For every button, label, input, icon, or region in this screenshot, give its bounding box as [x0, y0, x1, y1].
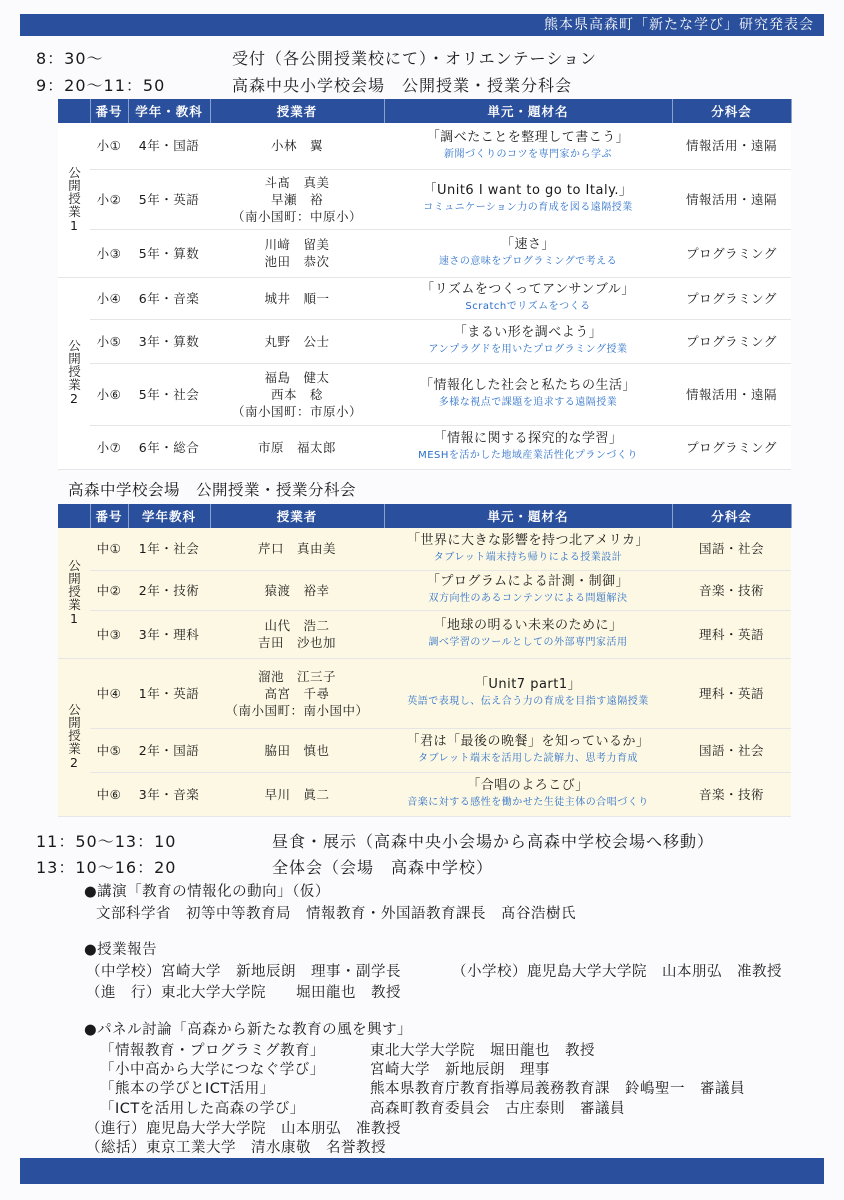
- header-unit: 単元・題材名: [384, 504, 672, 528]
- table-header-row: [58, 504, 791, 528]
- teacher-name: 芹口 真由美: [257, 541, 336, 557]
- cell-section: 理科・英語: [672, 658, 791, 728]
- unit-subtitle: 多様な視点で課題を追求する遠隔授業: [438, 397, 618, 408]
- teacher-name: 脇田 慎也: [264, 742, 330, 758]
- schedule-row: [36, 73, 573, 96]
- cell-teacher: [210, 123, 384, 169]
- cell-unit: [384, 229, 672, 277]
- unit-title: 「プログラムによる計測・制御」: [426, 574, 630, 589]
- unit-subtitle: MESHを活かした地域産業活性化プランづくり: [418, 450, 638, 461]
- cell-section: 情報活用・遠隔: [672, 363, 791, 425]
- teacher-name: 西本 稔: [270, 386, 323, 402]
- header-banner: 熊本県高森町「新たな学び」研究発表会: [20, 14, 824, 36]
- panel-person: 宮崎大学 新地辰朗 理事: [370, 1062, 550, 1078]
- report-heading: ●授業報告: [84, 942, 158, 958]
- schedule-time: 9：20～11：50: [36, 76, 166, 95]
- unit-subtitle: 新聞づくりのコツを専門家から学ぶ: [444, 148, 612, 160]
- cell-number: 中⑥: [90, 772, 128, 816]
- teacher-name: 城井 順一: [264, 290, 330, 306]
- panel-person: 高森町教育委員会 古庄泰則 審議員: [370, 1101, 625, 1117]
- header-number: 番号: [90, 504, 128, 528]
- panel-topic: 「ICTを活用した高森の学び」: [100, 1101, 305, 1117]
- teacher-name: 早川 眞二: [264, 786, 330, 802]
- unit-subtitle: タブレット端末を活用した読解力、思考力育成: [418, 753, 638, 764]
- teacher-name: 吉田 沙也加: [257, 635, 336, 650]
- cell-teacher: [210, 570, 384, 610]
- cell-grade: 6年・音楽: [128, 277, 210, 319]
- cell-number: 小②: [90, 169, 128, 229]
- report-line: （小学校）鹿児島大学大学院 山本朋弘 准教授: [452, 964, 782, 980]
- teacher-name: 高宮 千尋: [264, 685, 330, 701]
- cell-teacher: [210, 229, 384, 277]
- cell-section: 情報活用・遠隔: [672, 123, 791, 169]
- elementary-table: [58, 99, 792, 470]
- cell-number: 小③: [90, 229, 128, 277]
- cell-section: 情報活用・遠隔: [672, 169, 791, 229]
- panel-heading: ●パネル討論「高森から新たな教育の風を興す」: [84, 1022, 413, 1038]
- table-row: [58, 425, 791, 469]
- panel-topic: 「小中高から大学につなぐ学び」: [100, 1062, 325, 1078]
- header-unit: 単元・題材名: [384, 99, 672, 123]
- cell-number: 中②: [90, 570, 128, 610]
- schedule-row: [36, 829, 715, 852]
- header-grade: 学年教科: [128, 504, 210, 528]
- unit-subtitle: 速さの意味をプログラミングで考える: [438, 256, 618, 267]
- table-row: [58, 772, 791, 816]
- cell-grade: 3年・算数: [128, 319, 210, 363]
- cell-unit: [384, 658, 672, 728]
- unit-title: 「地球の明るい未来のために」: [433, 618, 623, 633]
- table-row: [58, 363, 791, 425]
- cell-teacher: [210, 277, 384, 319]
- lecture-heading: ●講演「教育の情報化の動向」（仮）: [84, 884, 330, 900]
- middle-table: [58, 504, 792, 817]
- teacher-name: 斗髙 真美: [264, 174, 330, 190]
- header-group: [58, 99, 90, 123]
- cell-number: 小⑦: [90, 425, 128, 469]
- header-grade: 学年・教科: [128, 99, 210, 123]
- table-row: [58, 610, 791, 658]
- unit-subtitle: コミュニケーション力の育成を図る遠隔授業: [423, 202, 633, 213]
- cell-grade: 2年・国語: [128, 728, 210, 772]
- cell-number: 中⑤: [90, 728, 128, 772]
- cell-grade: 3年・音楽: [128, 772, 210, 816]
- cell-grade: 5年・英語: [128, 169, 210, 229]
- unit-title: 「Unit6 I want to go to Italy.」: [423, 183, 633, 198]
- panel-person: 熊本県教育庁教育指導局義務教育課 鈴嶋聖一 審議員: [370, 1081, 745, 1097]
- header-section: 分科会: [672, 99, 791, 123]
- cell-grade: 1年・社会: [128, 528, 210, 570]
- cell-grade: 5年・社会: [128, 363, 210, 425]
- table-header-row: [58, 99, 791, 123]
- schedule-desc: 高森中央小学校会場 公開授業・授業分科会: [232, 76, 573, 95]
- schedule-time: 11：50～13：10: [36, 832, 177, 851]
- unit-subtitle: 音楽に対する感性を働かせた生徒主体の合唱づくり: [407, 797, 649, 808]
- cell-grade: 3年・理科: [128, 610, 210, 658]
- table-row: [58, 658, 791, 728]
- group-label: 公開授業1: [58, 123, 90, 277]
- cell-teacher: [210, 728, 384, 772]
- cell-number: 中③: [90, 610, 128, 658]
- cell-teacher: [210, 425, 384, 469]
- table-row: [58, 123, 791, 169]
- cell-section: 国語・社会: [672, 728, 791, 772]
- table-row: [58, 570, 791, 610]
- panel-person: 東北大学大学院 堀田龍也 教授: [370, 1043, 595, 1059]
- middle-section-title: 高森中学校会場 公開授業・授業分科会: [68, 481, 357, 499]
- teacher-name: 早瀬 裕: [270, 191, 323, 207]
- cell-unit: [384, 610, 672, 658]
- table-row: [58, 528, 791, 570]
- schedule-row: [36, 46, 598, 69]
- unit-title: 「情報に関する探究的な学習」: [433, 431, 623, 446]
- cell-number: 小⑥: [90, 363, 128, 425]
- table-row: [58, 728, 791, 772]
- cell-unit: [384, 528, 672, 570]
- cell-number: 中①: [90, 528, 128, 570]
- unit-subtitle: 双方向性のあるコンテンツによる問題解決: [428, 593, 628, 604]
- teacher-name: 猿渡 裕幸: [264, 582, 330, 598]
- cell-unit: [384, 169, 672, 229]
- teacher-name: 福島 健太: [264, 369, 330, 385]
- cell-unit: [384, 772, 672, 816]
- table-row: [58, 169, 791, 229]
- cell-teacher: [210, 363, 384, 425]
- cell-unit: [384, 277, 672, 319]
- group-label: 公開授業2: [58, 277, 90, 469]
- unit-title: 「まるい形を調べよう」: [453, 325, 603, 340]
- footer-banner: [20, 1158, 824, 1184]
- unit-title: 「合唱のよろこび」: [467, 778, 589, 793]
- schedule-desc: 全体会（会場 高森中学校）: [272, 858, 494, 877]
- cell-unit: [384, 319, 672, 363]
- cell-teacher: [210, 772, 384, 816]
- unit-subtitle: Scratchでリズムをつくる: [465, 301, 591, 312]
- schedule-desc: 受付（各公開授業校にて）・オリエンテーション: [232, 49, 598, 68]
- cell-unit: [384, 123, 672, 169]
- teacher-school: （南小国町：中原小）: [231, 208, 362, 224]
- cell-number: 小①: [90, 123, 128, 169]
- cell-section: プログラミング: [672, 425, 791, 469]
- cell-grade: 2年・技術: [128, 570, 210, 610]
- teacher-name: 池田 恭次: [264, 254, 330, 269]
- cell-unit: [384, 570, 672, 610]
- cell-section: プログラミング: [672, 319, 791, 363]
- teacher-name: 川﨑 留美: [264, 237, 330, 252]
- header-section: 分科会: [672, 504, 791, 528]
- cell-section: プログラミング: [672, 229, 791, 277]
- cell-section: 理科・英語: [672, 610, 791, 658]
- unit-title: 「調べたことを整理して書こう」: [426, 129, 630, 145]
- unit-title: 「君は「最後の晩餐」を知っているか」: [406, 734, 650, 749]
- cell-grade: 4年・国語: [128, 123, 210, 169]
- cell-section: 音楽・技術: [672, 570, 791, 610]
- cell-number: 小④: [90, 277, 128, 319]
- cell-grade: 6年・総合: [128, 425, 210, 469]
- panel-summary: （総括）東京工業大学 清水康敬 名誉教授: [86, 1140, 386, 1156]
- cell-teacher: [210, 658, 384, 728]
- header-teacher: 授業者: [210, 504, 384, 528]
- cell-grade: 5年・算数: [128, 229, 210, 277]
- header-number: 番号: [90, 99, 128, 123]
- cell-number: 小⑤: [90, 319, 128, 363]
- cell-section: プログラミング: [672, 277, 791, 319]
- table-row: [58, 277, 791, 319]
- cell-number: 中④: [90, 658, 128, 728]
- cell-unit: [384, 728, 672, 772]
- cell-teacher: [210, 610, 384, 658]
- schedule-row: [36, 855, 494, 878]
- teacher-name: 溜池 江三子: [257, 668, 336, 684]
- unit-title: 「リズムをつくってアンサンブル」: [421, 282, 635, 297]
- unit-title: 「情報化した社会と私たちの生活」: [419, 378, 636, 393]
- teacher-school: （南小国町：南小国中）: [225, 702, 369, 718]
- schedule-time: 8：30～: [36, 49, 104, 68]
- header-teacher: 授業者: [210, 99, 384, 123]
- cell-unit: [384, 363, 672, 425]
- lecture-speaker: 文部科学省 初等中等教育局 情報教育・外国語教育課長 髙谷浩樹氏: [96, 906, 576, 922]
- unit-subtitle: タブレット端末持ち帰りによる授業設計: [433, 551, 623, 563]
- teacher-name: 山代 浩二: [264, 618, 330, 633]
- group-label: 公開授業1: [58, 528, 90, 658]
- report-line: （中学校）宮崎大学 新地辰朗 理事・副学長: [86, 964, 401, 980]
- unit-subtitle: 英語で表現し、伝え合う力の育成を目指す遠隔授業: [407, 696, 649, 707]
- cell-section: 音楽・技術: [672, 772, 791, 816]
- cell-teacher: [210, 169, 384, 229]
- unit-title: 「世界に大きな影響を持つ北アメリカ」: [406, 532, 650, 548]
- header-group: [58, 504, 90, 528]
- teacher-name: 小林 翼: [270, 138, 323, 154]
- teacher-school: （南小国町：市原小）: [231, 403, 362, 419]
- cell-section: 国語・社会: [672, 528, 791, 570]
- unit-subtitle: アンプラグドを用いたプログラミング授業: [428, 344, 628, 355]
- group-label: 公開授業2: [58, 658, 90, 816]
- cell-teacher: [210, 528, 384, 570]
- table-row: [58, 319, 791, 363]
- schedule-desc: 昼食・展示（高森中央小会場から高森中学校会場へ移動）: [272, 832, 715, 851]
- report-line: （進 行）東北大学大学院 堀田龍也 教授: [86, 985, 401, 1001]
- schedule-time: 13：10～16：20: [36, 858, 177, 877]
- unit-subtitle: 調べ学習のツールとしての外部専門家活用: [428, 637, 628, 648]
- teacher-name: 丸野 公士: [264, 333, 330, 349]
- panel-moderator: （進行）鹿児島大学大学院 山本朋弘 准教授: [86, 1121, 401, 1137]
- cell-teacher: [210, 319, 384, 363]
- panel-topic: 「熊本の学びとICT活用」: [100, 1081, 275, 1097]
- panel-topic: 「情報教育・プログラミグ教育」: [100, 1043, 325, 1059]
- cell-grade: 1年・英語: [128, 658, 210, 728]
- teacher-name: 市原 福太郎: [257, 439, 336, 455]
- unit-title: 「速さ」: [500, 237, 555, 252]
- cell-unit: [384, 425, 672, 469]
- table-row: [58, 229, 791, 277]
- unit-title: 「Unit7 part1」: [474, 677, 582, 692]
